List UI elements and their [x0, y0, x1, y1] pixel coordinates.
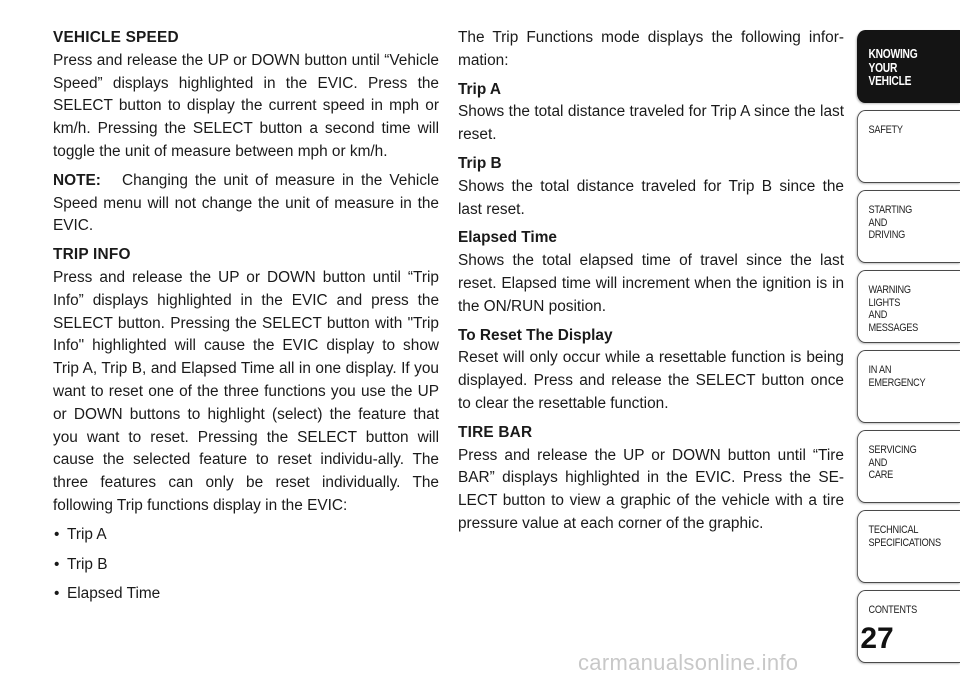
trip-functions-intro: The Trip Functions mode displays the following infor-mation: [458, 29, 844, 69]
right-column [458, 27, 844, 536]
list-item: • Trip B [53, 554, 439, 577]
tab-in-an-emergency[interactable]: IN AN EMERGENCY [857, 350, 960, 423]
vehicle-speed-heading: VEHICLE SPEED [53, 29, 179, 46]
elapsed-time-heading: Elapsed Time [458, 229, 557, 247]
trip-b-body: Shows the total distance traveled for Trip B since the last reset. [458, 177, 844, 218]
trip-info-body: Press and release the UP or DOWN button until “Trip Info” displays highlighted in the EVIC and press the SELECT button. Pressing the SELECT button with "Trip Info" highlighted will cause the EVIC display to show Trip A, Trip B, and Elapsed Time all in one display. If you want to reset one of the three functions you use the UP or DOWN buttons to highlight (select) the feature that you want to reset. Pressing the SELECT button will cause the selected feature to reset individu-ally. The three features can only be reset individually. The following Trip functions display in the EVIC: [53, 268, 439, 514]
reset-display-body: Reset will only occur while a resettable function is being displayed. Press and release the SELECT button once to clear the resettable function. [458, 349, 844, 412]
trip-a-body: Shows the total distance traveled for Trip A since the last reset. [458, 103, 844, 144]
note-paragraph [53, 170, 439, 238]
trip-info-heading: TRIP INFO [53, 246, 131, 264]
tab-warning-lights-and-messages[interactable]: WARNING LIGHTS AND MESSAGES [857, 270, 960, 343]
elapsed-time-body: Shows the total elapsed time of travel since the last reset. Elapsed time will increment when the ignition is in the ON/RUN position. [458, 252, 844, 315]
left-column [53, 27, 439, 613]
tire-bar-body: Press and release the UP or DOWN button until “Tire BAR” displays highlighted in the EVIC. Press the SE-LECT button to view a graphic of the vehicle with a tire pressure value at each corner of the graphic. [458, 446, 844, 532]
section-tab-nav [857, 30, 960, 670]
trip-a-heading: Trip A [458, 80, 502, 98]
list-item: • Elapsed Time [53, 583, 439, 606]
tab-starting-and-driving[interactable]: STARTING AND DRIVING [857, 190, 960, 263]
note-body: Changing the unit of measure in the Vehicle Speed menu will not change the unit of measure in the EVIC. [53, 171, 440, 235]
reset-display-heading: To Reset The Display [458, 326, 613, 344]
tab-safety[interactable]: SAFETY [857, 110, 960, 183]
tab-technical-specifications[interactable]: TECHNICAL SPECIFICATIONS [857, 510, 960, 583]
list-item: • Trip A [53, 524, 439, 547]
tab-contents[interactable]: CONTENTS [857, 590, 960, 663]
tire-bar-heading: TIRE BAR [458, 423, 533, 441]
tab-servicing-and-care[interactable]: SERVICING AND CARE [857, 430, 960, 503]
vehicle-speed-body: Press and release the UP or DOWN button until “Vehicle Speed” displays highlighted in the EVIC. Press the SELECT button to display the current speed in mph or km/h. Pressing the SELECT button a second time will toggle the unit of measure between mph or km/h. [53, 51, 439, 160]
page-number: 27 [860, 622, 894, 655]
watermark: carmanualsonline.info [578, 650, 799, 675]
trip-functions-list [53, 524, 439, 606]
trip-b-heading: Trip B [458, 154, 502, 172]
tab-knowing-your-vehicle[interactable]: KNOWING YOUR VEHICLE [857, 30, 960, 103]
note-label: NOTE: [53, 171, 101, 189]
